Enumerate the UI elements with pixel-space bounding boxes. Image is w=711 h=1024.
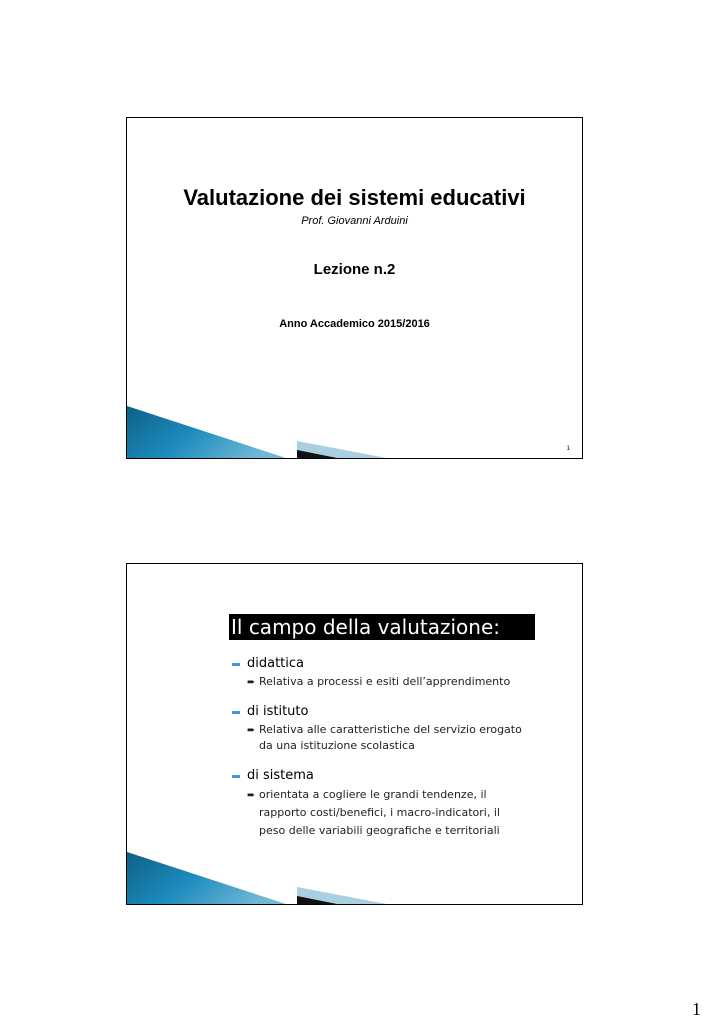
slide-2 — [126, 563, 583, 905]
slide-1 — [126, 117, 583, 459]
bullet-heading: di sistema — [231, 768, 561, 784]
list-item — [231, 704, 561, 754]
slide-title: Il campo della valutazione: — [229, 614, 535, 640]
bullet-detail: ➨ orientata a cogliere le grandi tendenze, il rapporto costi/benefici, i macro-indicatori, il peso delle variabili geografiche e territoriali — [247, 788, 500, 837]
list-item — [231, 768, 561, 840]
slide-title: Valutazione dei sistemi educativi — [183, 185, 526, 210]
academic-year: Anno Accademico 2015/2016 — [279, 318, 430, 330]
corner-decoration — [127, 118, 583, 459]
bullet-heading: di istituto — [231, 704, 561, 720]
bullet-detail: ➨ Relativa alle caratteristiche del servizio erogato da una istituzione scolastica — [247, 723, 522, 752]
arrow-right-icon: ➨ — [247, 790, 256, 801]
list-item — [231, 656, 561, 690]
page-number: 1 — [692, 999, 701, 1019]
lesson-label: Lezione n.2 — [313, 261, 396, 278]
bullet-detail: ➨ Relativa a processi e esiti dell’apprendimento — [231, 674, 561, 690]
bullet-list — [231, 656, 561, 854]
bullet-heading: didattica — [231, 656, 561, 672]
arrow-right-icon: ➨ — [247, 677, 256, 688]
author-name: Prof. Giovanni Arduini — [301, 215, 408, 227]
arrow-right-icon: ➨ — [247, 725, 256, 736]
slide-number: 1 — [566, 446, 570, 452]
